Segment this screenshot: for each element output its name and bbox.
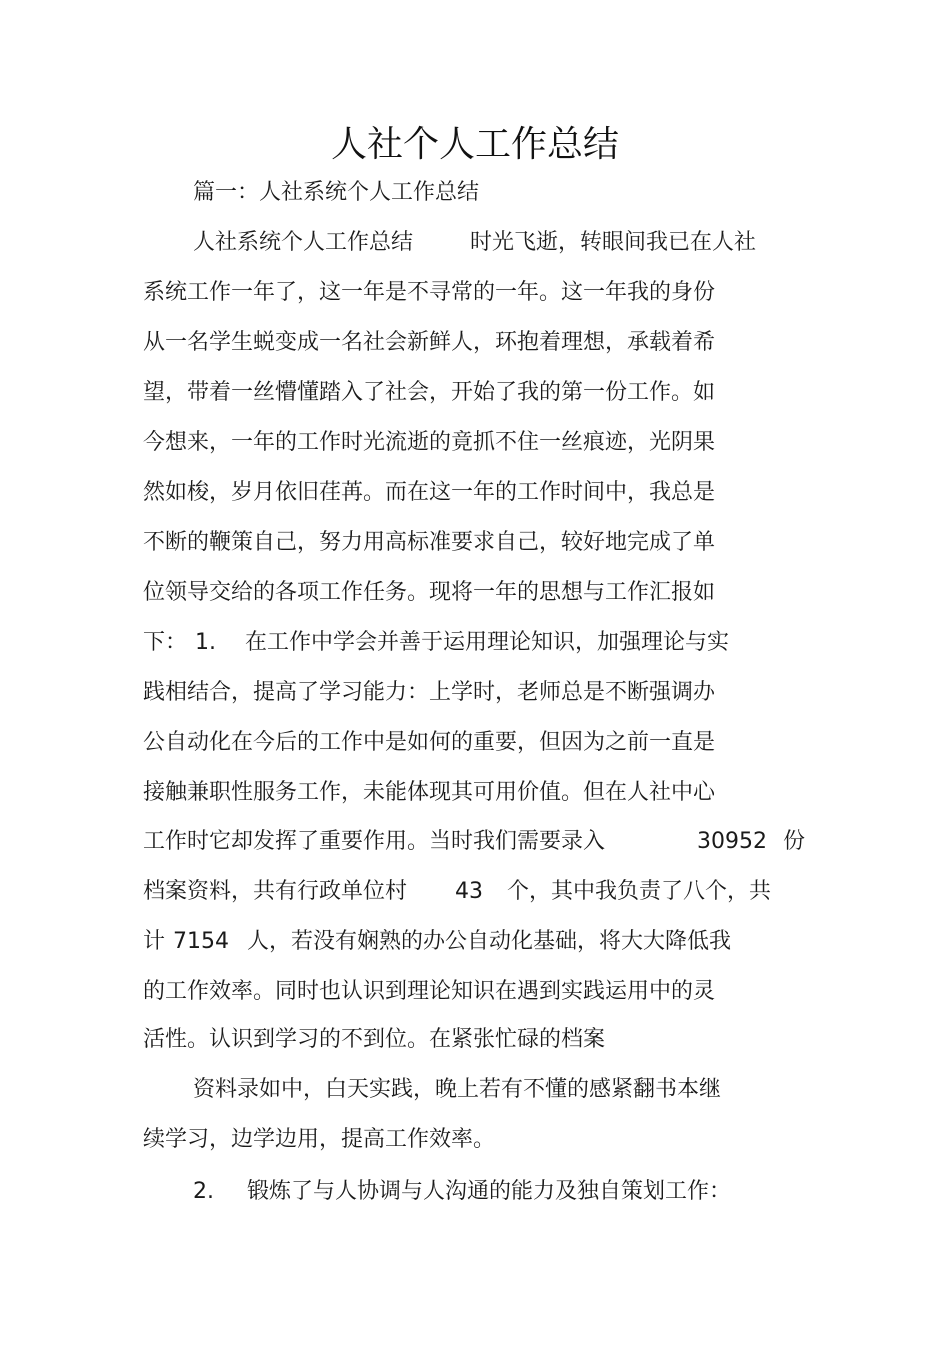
- text-line: 系统工作一年了，这一年是不寻常的一年。这一年我的身份: [143, 280, 716, 305]
- people-line-tail: 人，若没有娴熟的办公自动化基础，将大大降低我: [247, 929, 732, 954]
- item2-number: 2.: [193, 1179, 214, 1204]
- document-title: 人社个人工作总结: [330, 124, 619, 165]
- units-line-tail: 个，其中我负责了八个，共: [507, 879, 772, 904]
- text-line: 活性。认识到学习的不到位。在紧张忙碌的档案: [143, 1027, 606, 1052]
- people-count: 7154: [173, 929, 229, 954]
- item1-prefix: 下：: [143, 630, 188, 655]
- text-line: 资料录如中，白天实践，晚上若有不懂的感紧翻书本继: [193, 1077, 722, 1102]
- text-line: 接触兼职性服务工作，未能体现其可用价值。但在人社中心: [143, 780, 716, 805]
- text-line: 续学习，边学边用，提高工作效率。: [143, 1127, 496, 1152]
- records-unit: 份: [783, 829, 806, 854]
- text-line: 然如梭，岁月依旧荏苒。而在这一年的工作时间中，我总是: [143, 480, 716, 505]
- item1-number: 1.: [195, 630, 216, 655]
- people-line-text: 计: [143, 929, 166, 954]
- text-line: 公自动化在今后的工作中是如何的重要，但因为之前一直是: [143, 730, 716, 755]
- item2-text: 锻炼了与人协调与人沟通的能力及独自策划工作：: [247, 1179, 732, 1204]
- text-line: 望，带着一丝懵懂踏入了社会，开始了我的第一份工作。如: [143, 380, 716, 405]
- text-line: 从一名学生蜕变成一名社会新鲜人，环抱着理想，承载着希: [143, 330, 716, 355]
- text-line: 的工作效率。同时也认识到理论知识在遇到实践运用中的灵: [143, 979, 716, 1004]
- records-count: 30952: [697, 829, 767, 854]
- paragraph-lead: 人社系统个人工作总结: [193, 230, 414, 255]
- text-line: 不断的鞭策自己，努力用高标准要求自己，较好地完成了单: [143, 530, 716, 555]
- text-line: 今想来，一年的工作时光流逝的竟抓不住一丝痕迹，光阴果: [143, 430, 716, 455]
- item1-text: 在工作中学会并善于运用理论知识，加强理论与实: [245, 630, 730, 655]
- units-count: 43: [455, 879, 483, 904]
- section-heading: 篇一：人社系统个人工作总结: [193, 180, 480, 205]
- text-line: 位领导交给的各项工作任务。现将一年的思想与工作汇报如: [143, 580, 716, 605]
- records-line-text: 工作时它却发挥了重要作用。当时我们需要录入: [143, 829, 606, 854]
- text-line: 践相结合，提高了学习能力：上学时，老师总是不断强调办: [143, 680, 716, 705]
- paragraph-lead-tail: 时光飞逝，转眼间我已在人社: [470, 230, 757, 255]
- units-line-text: 档案资料，共有行政单位村: [143, 879, 408, 904]
